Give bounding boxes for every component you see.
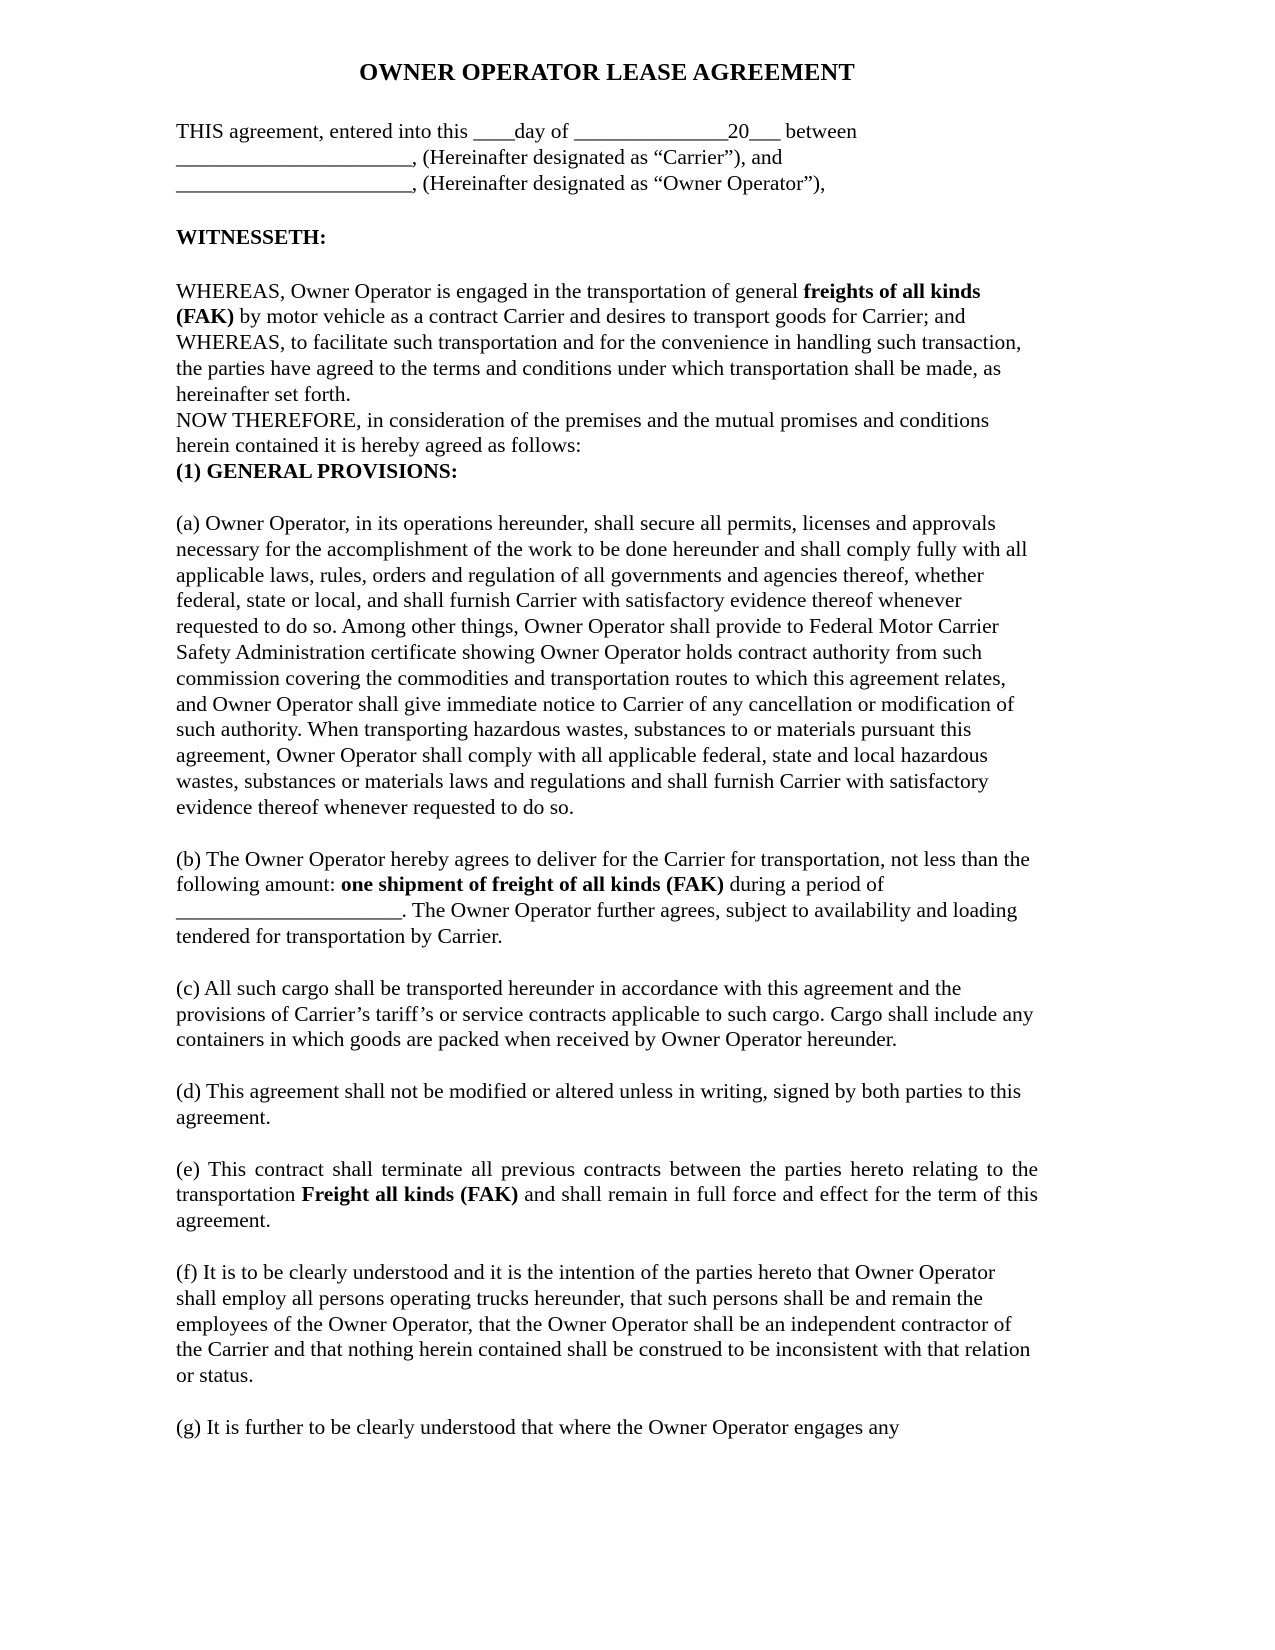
spacer: [176, 950, 1038, 976]
spacer: [176, 1131, 1038, 1157]
preamble-line-3: [176, 171, 1038, 197]
clause-g: (g) It is further to be clearly understood that where the Owner Operator engages any: [176, 1415, 900, 1440]
document-body: [176, 58, 1038, 1441]
clause-b-text-part-1: (b) The Owner Operator hereby agrees to deliver for the Carrier for transportation, not less than the following amount:: [176, 846, 1030, 897]
preamble-line-1: [176, 119, 1038, 145]
clause-c: (c) All such cargo shall be transported hereunder in accordance with this agreement and the provisions of Carrier’s tariff’s or service contracts applicable to such cargo. Cargo shall include any containers in which goods are packed when received by Owner Operator hereunder.: [176, 975, 1034, 1052]
clause-e-text-part-1: (e) This contract shall terminate all previous contracts between the parties hereto relating to the transportation: [176, 1156, 1038, 1207]
blank-day: ____: [473, 119, 515, 144]
clause-e: [176, 1157, 1038, 1234]
clause-d: (d) This agreement shall not be modified or altered unless in writing, signed by both parties to this agreement.: [176, 1079, 1022, 1129]
preamble-text-d: between: [780, 119, 858, 144]
clause-e-bold-fak: Freight all kinds (FAK): [301, 1182, 519, 1207]
preamble-text-b: day of: [514, 119, 575, 144]
clause-b-text-part-3: . The Owner Operator further agrees, subject to availability and loading tendered for transportation by Carrier.: [176, 898, 1018, 948]
witnesseth-heading: WITNESSETH:: [176, 224, 327, 249]
blank-month: _______________: [574, 119, 728, 144]
carrier-designation-text: , (Hereinafter designated as “Carrier”), and: [411, 145, 783, 170]
whereas-text-part-2: by motor vehicle as a contract Carrier and desires to transport goods for Carrier; and WHEREAS, to facilitate such transportation and for the convenience in handling such transaction, the parties have agreed to the terms and conditions under which transportation shall be made, as hereinafter set forth.: [176, 304, 1022, 406]
clause-f: (f) It is to be clearly understood and it is the intention of the parties hereto that Owner Operator shall employ all persons operating trucks hereunder, that such persons shall be and remain the employees of the Owner Operator, that the Owner Operator shall be an independent contractor of the Carrier and that nothing herein contained shall be construed to be inconsistent with that relation or status.: [176, 1260, 1031, 1388]
spacer: [176, 821, 1038, 847]
spacer: [176, 1053, 1038, 1079]
spacer: [176, 1389, 1038, 1415]
clause-b-text-part-2: during a period of: [724, 872, 885, 897]
whereas-text-part-1: WHEREAS, Owner Operator is engaged in the transportation of general: [176, 278, 804, 303]
blank-owner-operator-name: _______________________: [176, 170, 412, 195]
blank-period: ______________________: [176, 898, 402, 923]
now-therefore-paragraph: NOW THEREFORE, in consideration of the premises and the mutual promises and conditions herein contained it is hereby agreed as follows:: [176, 407, 990, 458]
clause-a: (a) Owner Operator, in its operations hereunder, shall secure all permits, licenses and approvals necessary for the accomplishment of the work to be done hereunder and shall comply fully with all applicable laws, rules, orders and regulation of all governments and agencies thereof, whether federal, state or local, and shall furnish Carrier with satisfactory evidence thereof whenever requested to do so. Among other things, Owner Operator shall provide to Federal Motor Carrier Safety Administration certificate showing Owner Operator holds contract authority from such commission covering the commodities and transportation routes to which this agreement relates, and Owner Operator shall give immediate notice to Carrier of any cancellation or modification of such authority. When transporting hazardous wastes, substances to or materials pursuant this agreement, Owner Operator shall comply with all applicable federal, state and local hazardous wastes, substances or materials laws and regulations and shall furnish Carrier with satisfactory evidence thereof whenever requested to do so.: [176, 510, 1028, 819]
spacer: [176, 485, 1038, 511]
clause-e-text-part-2: and shall remain in full force and effect for the term of this agreement.: [176, 1182, 1038, 1233]
blank-carrier-name: _______________________: [176, 145, 412, 170]
blank-year: ___: [749, 119, 781, 144]
preamble-line-2: [176, 145, 1038, 171]
spacer: [176, 197, 1038, 225]
preamble-text-a: THIS agreement, entered into this: [176, 119, 474, 144]
preamble-year-prefix: 20: [727, 119, 750, 144]
page-title: OWNER OPERATOR LEASE AGREEMENT: [359, 59, 855, 86]
owner-operator-designation-text: , (Hereinafter designated as “Owner Operator”),: [411, 170, 826, 195]
section-1-heading: (1) GENERAL PROVISIONS:: [176, 459, 458, 484]
spacer: [176, 251, 1038, 279]
whereas-bold-fak: freights of all kinds (FAK): [176, 278, 981, 329]
clause-b: [176, 847, 1038, 950]
spacer: [176, 1234, 1038, 1260]
clause-b-bold-fak: one shipment of freight of all kinds (FAK): [340, 872, 725, 897]
whereas-paragraph: [176, 279, 1038, 408]
